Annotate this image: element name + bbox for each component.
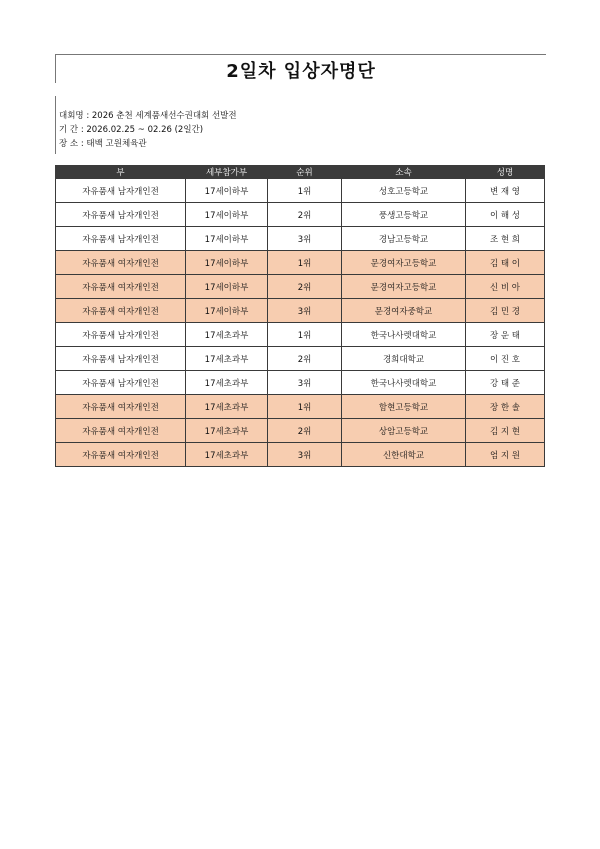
cell-category: 17세이하부 (186, 251, 268, 275)
table-row (56, 275, 545, 299)
cell-division: 자유품새 여자개인전 (56, 275, 186, 299)
table-header-row (56, 166, 545, 179)
cell-affiliation: 경남고등학교 (342, 227, 466, 251)
cell-affiliation: 한국나사렛대학교 (342, 371, 466, 395)
cell-category: 17세이하부 (186, 275, 268, 299)
cell-category: 17세이하부 (186, 299, 268, 323)
header-category: 세부참가부 (186, 166, 268, 179)
cell-rank: 2위 (268, 347, 342, 371)
cell-category: 17세초과부 (186, 395, 268, 419)
table-row (56, 179, 545, 203)
cell-affiliation: 문경여자중학교 (342, 299, 466, 323)
table-row (56, 323, 545, 347)
cell-name: 변 재 영 (466, 179, 545, 203)
table-row (56, 371, 545, 395)
cell-category: 17세초과부 (186, 419, 268, 443)
title-box (55, 54, 546, 83)
cell-rank: 1위 (268, 179, 342, 203)
cell-name: 조 현 희 (466, 227, 545, 251)
cell-category: 17세초과부 (186, 371, 268, 395)
cell-name: 신 비 아 (466, 275, 545, 299)
cell-affiliation: 경희대학교 (342, 347, 466, 371)
table-row (56, 347, 545, 371)
cell-category: 17세초과부 (186, 323, 268, 347)
cell-affiliation: 성호고등학교 (342, 179, 466, 203)
event-name: 대회명 : 2026 춘천 세계품새선수권대회 선발전 (59, 111, 237, 121)
cell-division: 자유품새 남자개인전 (56, 227, 186, 251)
header-affiliation: 소속 (342, 166, 466, 179)
cell-division: 자유품새 남자개인전 (56, 323, 186, 347)
cell-rank: 1위 (268, 323, 342, 347)
cell-affiliation: 상암고등학교 (342, 419, 466, 443)
cell-rank: 3위 (268, 443, 342, 467)
cell-rank: 2위 (268, 275, 342, 299)
event-venue: 장 소 : 태백 고원체육관 (59, 139, 147, 149)
cell-name: 엄 지 원 (466, 443, 545, 467)
cell-rank: 3위 (268, 371, 342, 395)
table-row (56, 395, 545, 419)
cell-category: 17세초과부 (186, 443, 268, 467)
table-row (56, 203, 545, 227)
cell-name: 장 한 솔 (466, 395, 545, 419)
cell-category: 17세이하부 (186, 227, 268, 251)
cell-name: 이 해 성 (466, 203, 545, 227)
cell-division: 자유품새 여자개인전 (56, 419, 186, 443)
cell-division: 자유품새 여자개인전 (56, 299, 186, 323)
cell-division: 자유품새 남자개인전 (56, 371, 186, 395)
header-division: 부 (56, 166, 186, 179)
results-table (55, 165, 545, 467)
page-title: 2일차 입상자명단 (226, 61, 376, 82)
cell-name: 장 운 태 (466, 323, 545, 347)
cell-name: 김 지 현 (466, 419, 545, 443)
cell-rank: 2위 (268, 419, 342, 443)
cell-name: 강 태 준 (466, 371, 545, 395)
cell-category: 17세초과부 (186, 347, 268, 371)
header-name: 성명 (466, 166, 545, 179)
cell-rank: 1위 (268, 251, 342, 275)
cell-rank: 3위 (268, 227, 342, 251)
cell-division: 자유품새 여자개인전 (56, 251, 186, 275)
cell-category: 17세이하부 (186, 203, 268, 227)
cell-rank: 1위 (268, 395, 342, 419)
table-row (56, 251, 545, 275)
event-period: 기 간 : 2026.02.25 ~ 02.26 (2일간) (59, 125, 204, 135)
table-row (56, 299, 545, 323)
cell-name: 이 진 호 (466, 347, 545, 371)
cell-affiliation: 한국나사렛대학교 (342, 323, 466, 347)
cell-division: 자유품새 여자개인전 (56, 395, 186, 419)
cell-division: 자유품새 남자개인전 (56, 203, 186, 227)
cell-affiliation: 문경여자고등학교 (342, 275, 466, 299)
cell-affiliation: 풍생고등학교 (342, 203, 466, 227)
table-row (56, 227, 545, 251)
cell-affiliation: 신한대학교 (342, 443, 466, 467)
cell-rank: 2위 (268, 203, 342, 227)
cell-division: 자유품새 남자개인전 (56, 347, 186, 371)
table-row (56, 443, 545, 467)
event-info (55, 96, 546, 154)
cell-division: 자유품새 남자개인전 (56, 179, 186, 203)
cell-affiliation: 문경여자고등학교 (342, 251, 466, 275)
header-rank: 순위 (268, 166, 342, 179)
cell-category: 17세이하부 (186, 179, 268, 203)
cell-name: 김 민 경 (466, 299, 545, 323)
cell-rank: 3위 (268, 299, 342, 323)
cell-name: 김 태 이 (466, 251, 545, 275)
cell-affiliation: 함현고등학교 (342, 395, 466, 419)
cell-division: 자유품새 여자개인전 (56, 443, 186, 467)
table-row (56, 419, 545, 443)
